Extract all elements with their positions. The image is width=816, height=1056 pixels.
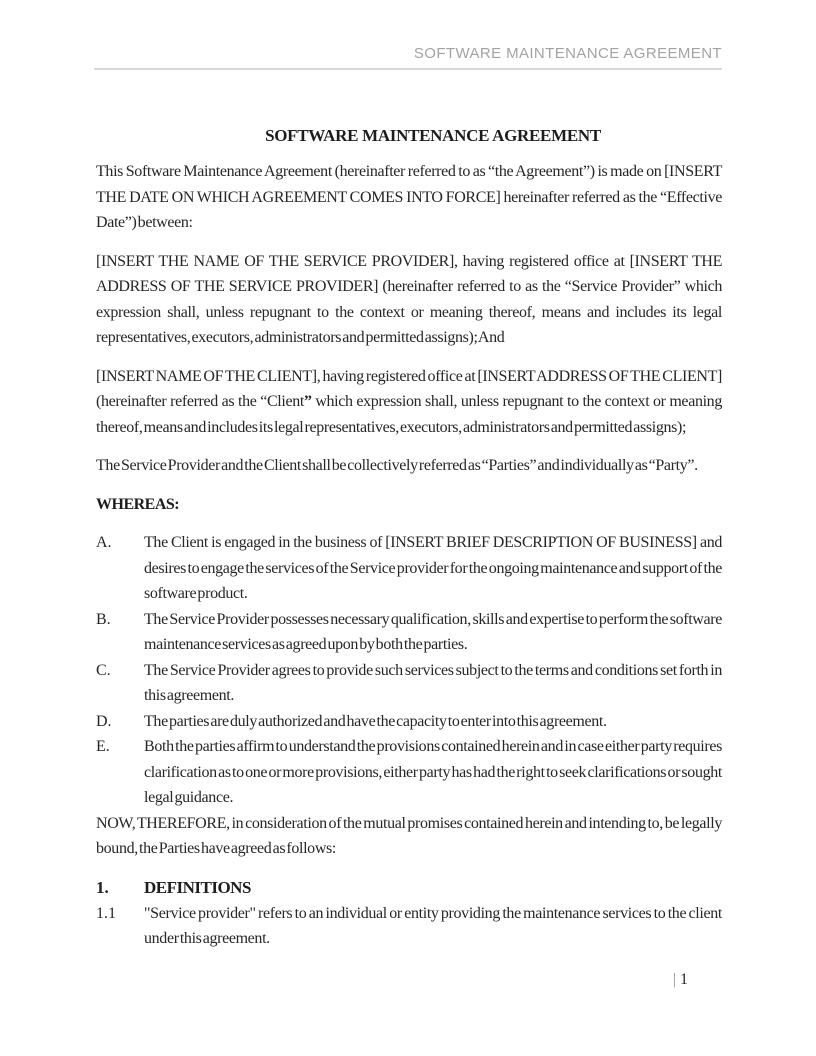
section-heading-1 (96, 875, 722, 901)
sections (96, 875, 722, 952)
section-title: DEFINITIONS (144, 877, 251, 897)
recital-text: The Client is engaged in the business of [INSERT BRIEF DESCRIPTION OF BUSINESS] and desires to engage the services of the Service provider for the ongoing maintenance and support of the software product. (144, 534, 722, 602)
recital-text: The Service Provider possesses necessary qualification, skills and expertise to perform the software maintenance services as agreed upon by both the parties. (144, 610, 722, 653)
page-footer (673, 969, 688, 991)
recital-marker: E. (96, 738, 110, 755)
page-header-title: SOFTWARE MAINTENANCE AGREEMENT (413, 45, 722, 62)
now-therefore-paragraph: NOW, THEREFORE, in consideration of the mutual promises contained herein and intending to, be legally bound, the Parties have agreed as follows: (96, 814, 722, 857)
section-item-text: "Service provider" refers to an individual or entity providing the maintenance services to the client under this agreement. (144, 904, 722, 947)
footer-page-number: 1 (680, 971, 688, 988)
recital-item-e (96, 734, 722, 811)
text-run: [INSERT THE NAME OF THE SERVICE PROVIDER], having registered office at [INSERT THE ADDRESS OF THE SERVICE PROVIDER] (hereinafter referred to as the “Service Provider” which expression shall, unless repugnant to the context or meaning thereof, means and includes its legal representatives, executors, administrators and permitted assigns); And (96, 252, 722, 346)
intro-paragraph-4 (96, 453, 722, 479)
intro-paragraph-2 (96, 249, 722, 351)
bold-text-run: ” (303, 393, 312, 410)
section-items (96, 901, 722, 952)
recital-item-b (96, 607, 722, 658)
recital-marker: D. (96, 712, 112, 730)
text-run: which expression shall, unless repugnant to the context or meaning thereof, means and includes its legal representatives, executors, administrators and permitted assigns); (96, 393, 722, 436)
recital-text: Both the parties affirm to understand the provisions contained herein and in case either party requires clarification as to one or more provisions, either party has had the right to seek clarifications or sought legal guidance. (144, 738, 722, 806)
recital-marker: A. (96, 534, 112, 551)
recital-text: The parties are duly authorized and have the capacity to enter into this agreement. (144, 712, 607, 730)
document-title: SOFTWARE MAINTENANCE AGREEMENT (265, 126, 601, 145)
recital-item-d (96, 709, 722, 735)
intro-paragraph-3 (96, 364, 722, 441)
section-item-1.1 (96, 901, 722, 952)
page-header (94, 0, 722, 70)
recital-marker: C. (96, 661, 111, 679)
text-run: [INSERT NAME OF THE CLIENT], having registered office at [INSERT ADDRESS OF THE CLIENT] (hereinafter referred as the “Client (96, 367, 722, 410)
document-body (96, 70, 722, 952)
recital-marker: B. (96, 610, 111, 628)
recitals-list (96, 530, 722, 811)
text-run: The Service Provider and the Client shall be collectively referred as “Parties” and individually as “Party”. (96, 457, 698, 474)
section-number: 1. (96, 877, 109, 897)
recital-item-c (96, 658, 722, 709)
recital-text: The Service Provider agrees to provide such services subject to the terms and conditions set forth in this agreement. (144, 661, 722, 704)
section-item-marker: 1.1 (96, 904, 116, 922)
intro-paragraphs (96, 159, 722, 479)
footer-separator: | (672, 971, 676, 988)
whereas-heading: WHEREAS: (96, 495, 180, 513)
recital-item-a (96, 530, 722, 607)
intro-paragraph-1 (96, 159, 722, 236)
text-run: This Software Maintenance Agreement (hereinafter referred to as “the Agreement”) is made on [INSERT THE DATE ON WHICH AGREEMENT COMES INTO FORCE] hereinafter referred as the “Effective Date”) between: (96, 163, 722, 231)
